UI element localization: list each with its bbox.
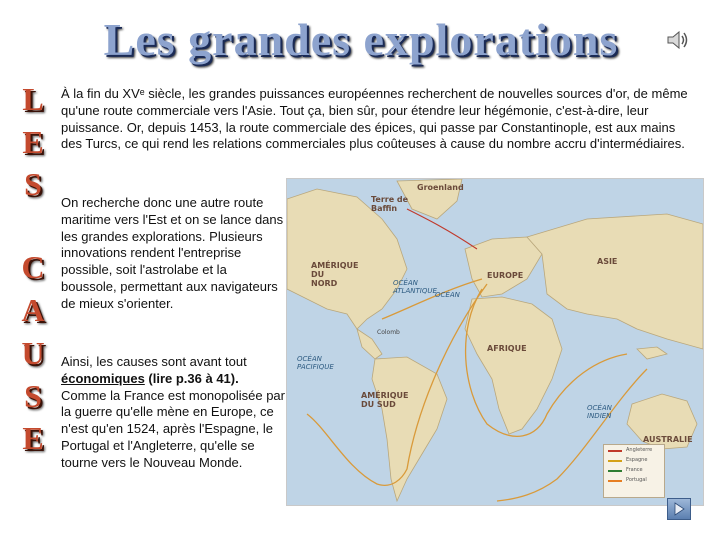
label-afrique: AFRIQUE xyxy=(487,344,527,353)
causes-rest: Comme la France est monopolisée par la guerre qu'elle mène en Europe, ce n'est qu'en 1524, après l'Espagne, le Portugal et l'Angleterre, qu'elle se tourne vers le Nouveau Monde. xyxy=(61,387,285,470)
label-europe: EUROPE xyxy=(487,271,524,280)
speaker-icon[interactable] xyxy=(664,26,692,54)
label-groenland: Groenland xyxy=(417,183,464,192)
label-terre-baffin: Terre de Baffin xyxy=(371,195,409,213)
paragraph-innovations: On recherche donc une autre route maritime vers l'Est et on se lance dans les grandes explorations. Plusieurs innovations rendent l'entreprise possible, soit l'astrolabe et la boussole, permettant aux navigateurs de mieux s'orienter. xyxy=(61,195,284,311)
slide-title: Les grandes explorations xyxy=(103,14,619,65)
legend-swatch xyxy=(608,480,622,482)
side-letter: E xyxy=(22,124,44,160)
legend-item xyxy=(604,476,664,485)
label-ocean-atlantique: OCÉAN ATLANTIQUE xyxy=(393,279,437,295)
side-letter: S xyxy=(24,166,42,202)
label-ocean-pacifique: OCÉAN PACIFIQUE xyxy=(297,355,334,371)
legend-swatch xyxy=(608,460,622,462)
legend-label: Portugal xyxy=(626,477,647,483)
legend-item xyxy=(604,446,664,455)
side-letter: A xyxy=(21,292,45,328)
side-letter: E xyxy=(22,420,44,456)
side-letter: U xyxy=(21,335,45,371)
legend-label: France xyxy=(626,467,643,473)
next-slide-button[interactable] xyxy=(667,498,691,520)
paragraph-intro: À la fin du XVᵉ siècle, les grandes puissances européennes recherchent de nouvelles sources d'or, de même qu'une route commerciale vers l'Asie. Tout ça, bien sûr, pour étendre leur hégémonie, c'est-à-dire, leur puissance. Or, depuis 1453, la route commerciale des épices, qui passe par Constantinople, est aux mains des Turcs, ce qui rend les relations commerciales plus coûteuses à cause du nombre accru d'intermédiaires. xyxy=(61,86,688,152)
label-colomb: Colomb xyxy=(377,329,400,336)
label-ocean-indien: OCÉAN INDIEN xyxy=(587,404,612,420)
paragraph-causes xyxy=(61,354,286,472)
side-letter: L xyxy=(22,81,44,117)
next-slide-icon xyxy=(668,499,690,519)
map-legend xyxy=(603,444,665,498)
label-australie: AUSTRALIE xyxy=(643,435,693,444)
reading-reference: (lire p.36 à 41). xyxy=(144,370,239,386)
legend-item xyxy=(604,456,664,465)
label-ocean-2: OCÉAN xyxy=(435,291,460,299)
causes-intro: Ainsi, les causes sont avant tout xyxy=(61,354,247,369)
legend-swatch xyxy=(608,470,622,472)
legend-label: Angleterre xyxy=(626,447,653,453)
label-amerique-nord: AMÉRIQUE DU NORD xyxy=(311,261,359,288)
causes-emphasis: économiques xyxy=(61,370,145,386)
side-letter: C xyxy=(21,249,45,285)
legend-label: Espagne xyxy=(626,457,648,463)
legend-swatch xyxy=(608,450,622,452)
legend-item xyxy=(604,466,664,475)
label-amerique-sud: AMÉRIQUE DU SUD xyxy=(361,391,409,409)
side-letter: S xyxy=(24,378,42,414)
label-asie: ASIE xyxy=(597,257,618,266)
